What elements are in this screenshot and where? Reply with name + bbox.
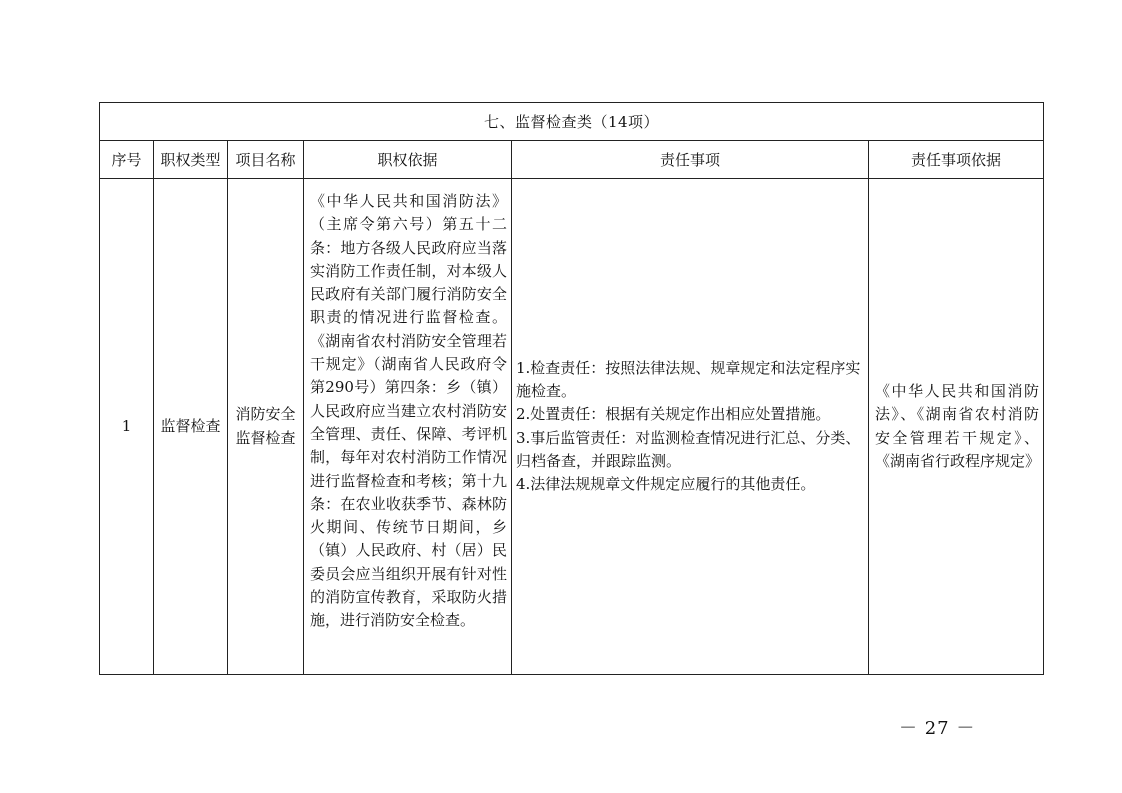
duty-item: 1.检查责任：按照法律法规、规章规定和法定程序实施检查。 <box>516 358 861 400</box>
cell-name-line: 消防安全 <box>235 405 296 424</box>
cell-duty-basis: 《中华人民共和国消防法》、《湖南省农村消防安全管理若干规定》、《湖南省行政程序规定》 <box>869 179 1044 675</box>
cell-name <box>228 179 304 675</box>
duty-item: 2.处置责任：根据有关规定作出相应处置措施。 <box>516 405 831 424</box>
duty-item: 4.法律法规规章文件规定应履行的其他责任。 <box>516 475 816 494</box>
section-title: 七、监督检查类（14项） <box>100 103 1044 141</box>
header-duty-basis: 责任事项依据 <box>869 141 1044 179</box>
duty-item: 3.事后监管责任：对监测检查情况进行汇总、分类、归档备查，并跟踪监测。 <box>516 428 861 470</box>
header-seq: 序号 <box>100 141 154 179</box>
cell-seq: 1 <box>100 179 154 675</box>
duty-table <box>99 102 1044 675</box>
page-number: － 27 － <box>899 718 976 739</box>
header-basis: 职权依据 <box>304 141 512 179</box>
header-duty: 责任事项 <box>512 141 869 179</box>
header-type: 职权类型 <box>154 141 228 179</box>
cell-type: 监督检查 <box>154 179 228 675</box>
table-row <box>100 179 1044 675</box>
header-name: 项目名称 <box>228 141 304 179</box>
cell-duty <box>512 179 869 675</box>
header-row <box>100 141 1044 179</box>
cell-name-line: 监督检查 <box>235 428 296 447</box>
cell-basis: 《中华人民共和国消防法》（主席令第六号）第五十二条：地方各级人民政府应当落实消防工作责任制，对本级人民政府有关部门履行消防安全职责的情况进行监督检查。《湖南省农村消防安全管理若干规定》（湖南省人民政府令第290号）第四条：乡（镇）人民政府应当建立农村消防安全管理、责任、保障、考评机制，每年对农村消防工作情况进行监督检查和考核；第十九条：在农业收获季节、森林防火期间、传统节日期间，乡（镇）人民政府、村（居）民委员会应当组织开展有针对性的消防宣传教育，采取防火措施，进行消防安全检查。 <box>304 179 512 675</box>
section-title-row <box>100 103 1044 141</box>
